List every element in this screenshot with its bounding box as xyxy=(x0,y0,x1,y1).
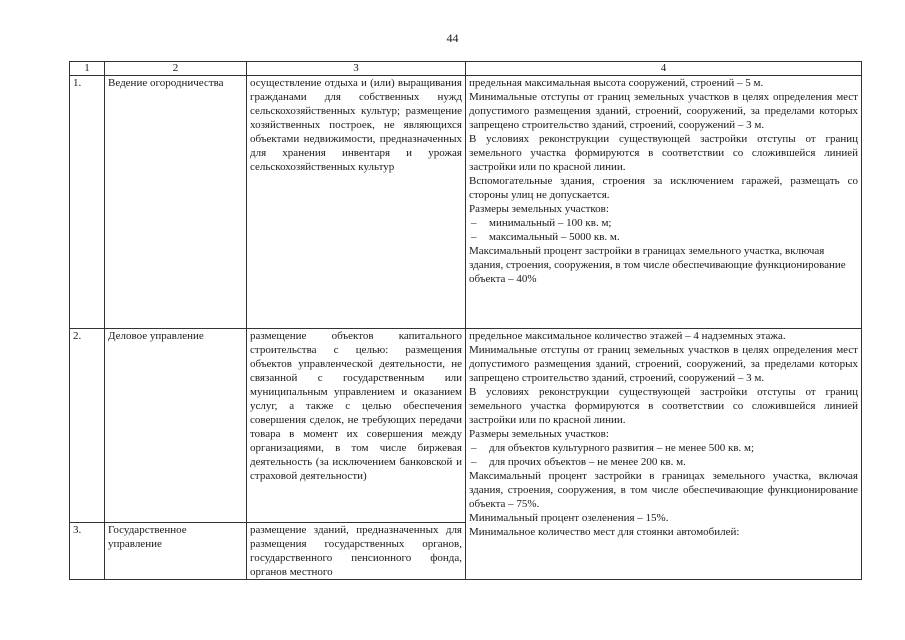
use-type-name: Ведение огородничества xyxy=(105,76,247,329)
parameter-text: предельное максимальное количество этажей – 4 надземных этажа. xyxy=(469,330,786,342)
use-type-parameters xyxy=(466,76,862,329)
parameter-text: В условиях реконструкции существующей застройки отступы от границ земельного участка формируются в соответствии со сложившейся линией застройки или по красной линии. xyxy=(469,386,858,426)
header-cell: 3 xyxy=(247,62,466,76)
use-type-description: размещение зданий, предназначенных для размещения государственных органов, государственного пенсионного фонда, органов местного xyxy=(247,523,466,580)
parameter-text: Размеры земельных участков: xyxy=(469,428,609,440)
size-list-item: – максимальный – 5000 кв. м. xyxy=(469,230,858,244)
page-number: 44 xyxy=(446,31,459,45)
table-row xyxy=(70,76,862,329)
parameter-text: Вспомогательные здания, строения за исключением гаражей, размещать со стороны улиц не допускается. xyxy=(469,175,858,201)
table-row xyxy=(70,329,862,523)
header-cell: 4 xyxy=(466,62,862,76)
parameter-text: предельная максимальная высота сооружений, строений – 5 м. xyxy=(469,77,764,89)
parameter-text: Минимальное количество мест для стоянки автомобилей: xyxy=(469,526,740,538)
use-type-description: осуществление отдыха и (или) выращивания гражданами для собственных нужд сельскохозяйственных культур; размещение хозяйственных построек, не являющихся объектами недвижимости, предназначенных для хранения инвентаря и урожая сельскохозяйственных культур xyxy=(247,76,466,329)
parameter-text: Размеры земельных участков: xyxy=(469,203,609,215)
row-number: 1. xyxy=(70,76,105,329)
zoning-table xyxy=(69,61,862,580)
use-type-name: Государственное управление xyxy=(105,523,247,580)
size-list-item: – для объектов культурного развития – не менее 500 кв. м; xyxy=(469,441,858,455)
row-number: 2. xyxy=(70,329,105,523)
parameter-text: Минимальные отступы от границ земельных участков в целях определения мест допустимого размещения зданий, строений, сооружений, за пределами которых запрещено строительство зданий, строений, сооружений – 3 м. xyxy=(469,91,858,131)
parameter-text: Минимальные отступы от границ земельных участков в целях определения мест допустимого размещения зданий, строений, сооружений, за пределами которых запрещено строительство зданий, строений, сооружений – 3 м. xyxy=(469,344,858,384)
use-type-parameters xyxy=(466,329,862,580)
parameter-text: Максимальный процент застройки в границах земельного участка, включая здания, строения, сооружения, в том числе обеспечивающие функционирование объекта – 75%. xyxy=(469,470,858,510)
use-type-description: размещение объектов капитального строительства с целью: размещения объектов управленческой деятельности, не связанной с государственным или муниципальным управлением и оказанием услуг, а также с целью обеспечения совершения сделок, не требующих передачи товара в момент их совершения между организациями, в том числе биржевая деятельность (за исключением банковской и страховой деятельности) xyxy=(247,329,466,523)
parameter-text: Максимальный процент застройки в границах земельного участка, включая здания, строения, сооружения, в том числе обеспечивающие функционирование объекта – 40% xyxy=(469,245,846,285)
header-cell: 1 xyxy=(70,62,105,76)
size-list-item: – для прочих объектов – не менее 200 кв. м. xyxy=(469,455,858,469)
header-cell: 2 xyxy=(105,62,247,76)
row-number: 3. xyxy=(70,523,105,580)
use-type-name: Деловое управление xyxy=(105,329,247,523)
size-list-item: – минимальный – 100 кв. м; xyxy=(469,216,858,230)
parameter-text: В условиях реконструкции существующей застройки отступы от границ земельного участка формируются в соответствии со сложившейся линией застройки или по красной линии. xyxy=(469,133,858,173)
table-header-row xyxy=(70,62,862,76)
parameter-text: Минимальный процент озеленения – 15%. xyxy=(469,512,669,524)
